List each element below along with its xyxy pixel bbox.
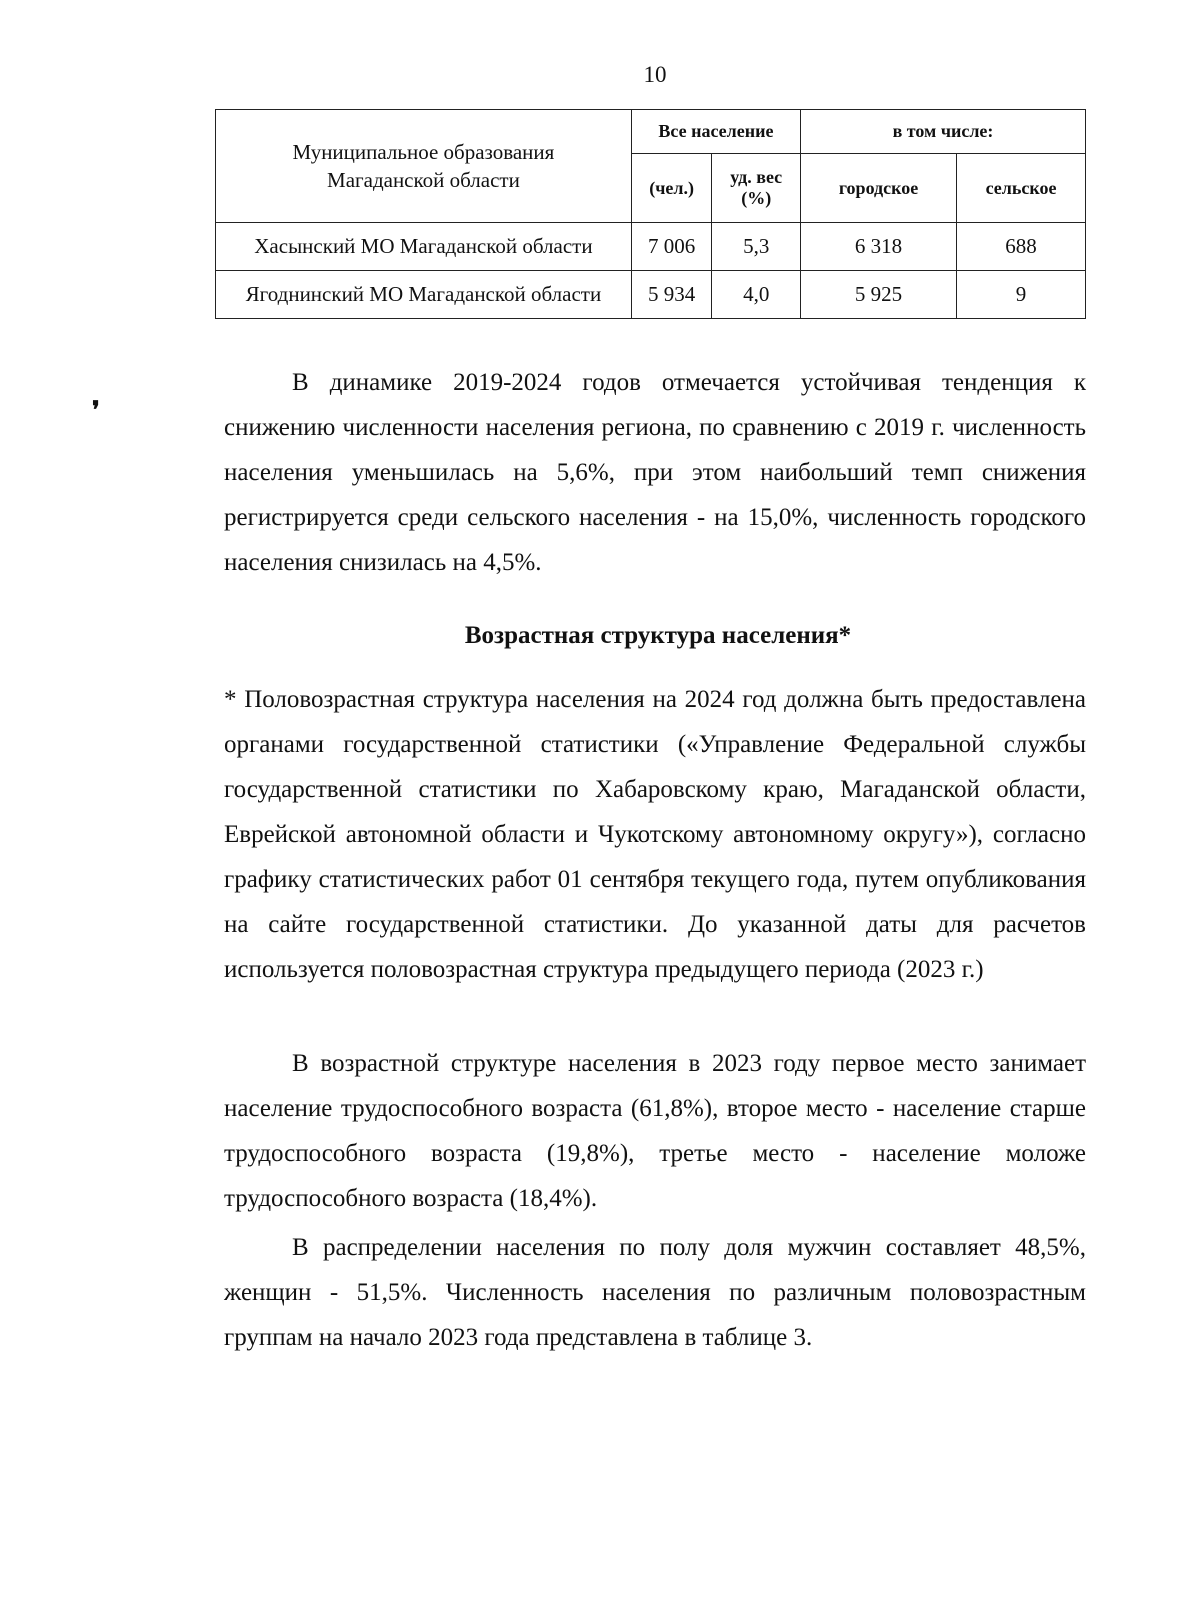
header-mo-line2: Магаданской области bbox=[327, 168, 520, 192]
cell-share: 5,3 bbox=[712, 223, 801, 271]
header-share-line1: уд. вес bbox=[730, 167, 783, 187]
table-row bbox=[216, 223, 1086, 271]
paragraph-dynamics: В динамике 2019-2024 годов отмечается устойчивая тенденция к снижению численности населения региона, по сравнению с 2019 г. численность населения уменьшилась на 5,6%, при этом наибольший темп снижения регистрируется среди сельского населения - на 15,0%, численность городского населения снизилась на 4,5%. bbox=[224, 369, 1086, 576]
header-municipality bbox=[216, 110, 632, 223]
cell-rural: 688 bbox=[957, 223, 1086, 271]
header-mo-line1: Муниципальное образования bbox=[292, 140, 555, 164]
header-including: в том числе: bbox=[801, 110, 1086, 154]
paragraph-sex-distribution: В распределении населения по полу доля мужчин составляет 48,5%, женщин - 51,5%. Численность населения по различным половозрастным группам на начало 2023 года представлена в таблице 3. bbox=[224, 1234, 1086, 1351]
paragraph-footnote: * Половозрастная структура населения на 2024 год должна быть предоставлена органами государственной статистики («Управление Федеральной службы государственной статистики по Хабаровскому краю, Магаданской области, Еврейской автономной области и Чукотскому автономному округу»), согласно графику статистических работ 01 сентября текущего года, путем опубликования на сайте государственной статистики. До указанной даты для расчетов используется половозрастная структура предыдущего периода (2023 г.) bbox=[224, 686, 1086, 983]
section-heading: Возрастная структура населения* bbox=[464, 622, 852, 649]
cell-urban: 6 318 bbox=[801, 223, 957, 271]
header-share-line2: (%) bbox=[741, 188, 772, 208]
paragraph-age-structure: В возрастной структуре населения в 2023 году первое место занимает население трудоспособного возраста (61,8%), второе место - население старше трудоспособного возраста (19,8%), третье место - население моложе трудоспособного возраста (18,4%). bbox=[224, 1050, 1086, 1212]
header-total: Все население bbox=[631, 110, 800, 154]
header-share bbox=[712, 154, 801, 223]
header-urban: городское bbox=[801, 154, 957, 223]
cell-rural: 9 bbox=[957, 271, 1086, 319]
stray-mark: ❜ bbox=[92, 398, 100, 424]
table-header-row bbox=[216, 110, 1086, 154]
header-rural: сельское bbox=[957, 154, 1086, 223]
cell-people: 5 934 bbox=[631, 271, 712, 319]
cell-name: Хасынский МО Магаданской области bbox=[216, 223, 632, 271]
cell-urban: 5 925 bbox=[801, 271, 957, 319]
population-table bbox=[215, 109, 1086, 319]
cell-name: Ягоднинский МО Магаданской области bbox=[216, 271, 632, 319]
cell-share: 4,0 bbox=[712, 271, 801, 319]
cell-people: 7 006 bbox=[631, 223, 712, 271]
page-number: 10 bbox=[643, 62, 667, 87]
table-row bbox=[216, 271, 1086, 319]
header-people: (чел.) bbox=[631, 154, 712, 223]
